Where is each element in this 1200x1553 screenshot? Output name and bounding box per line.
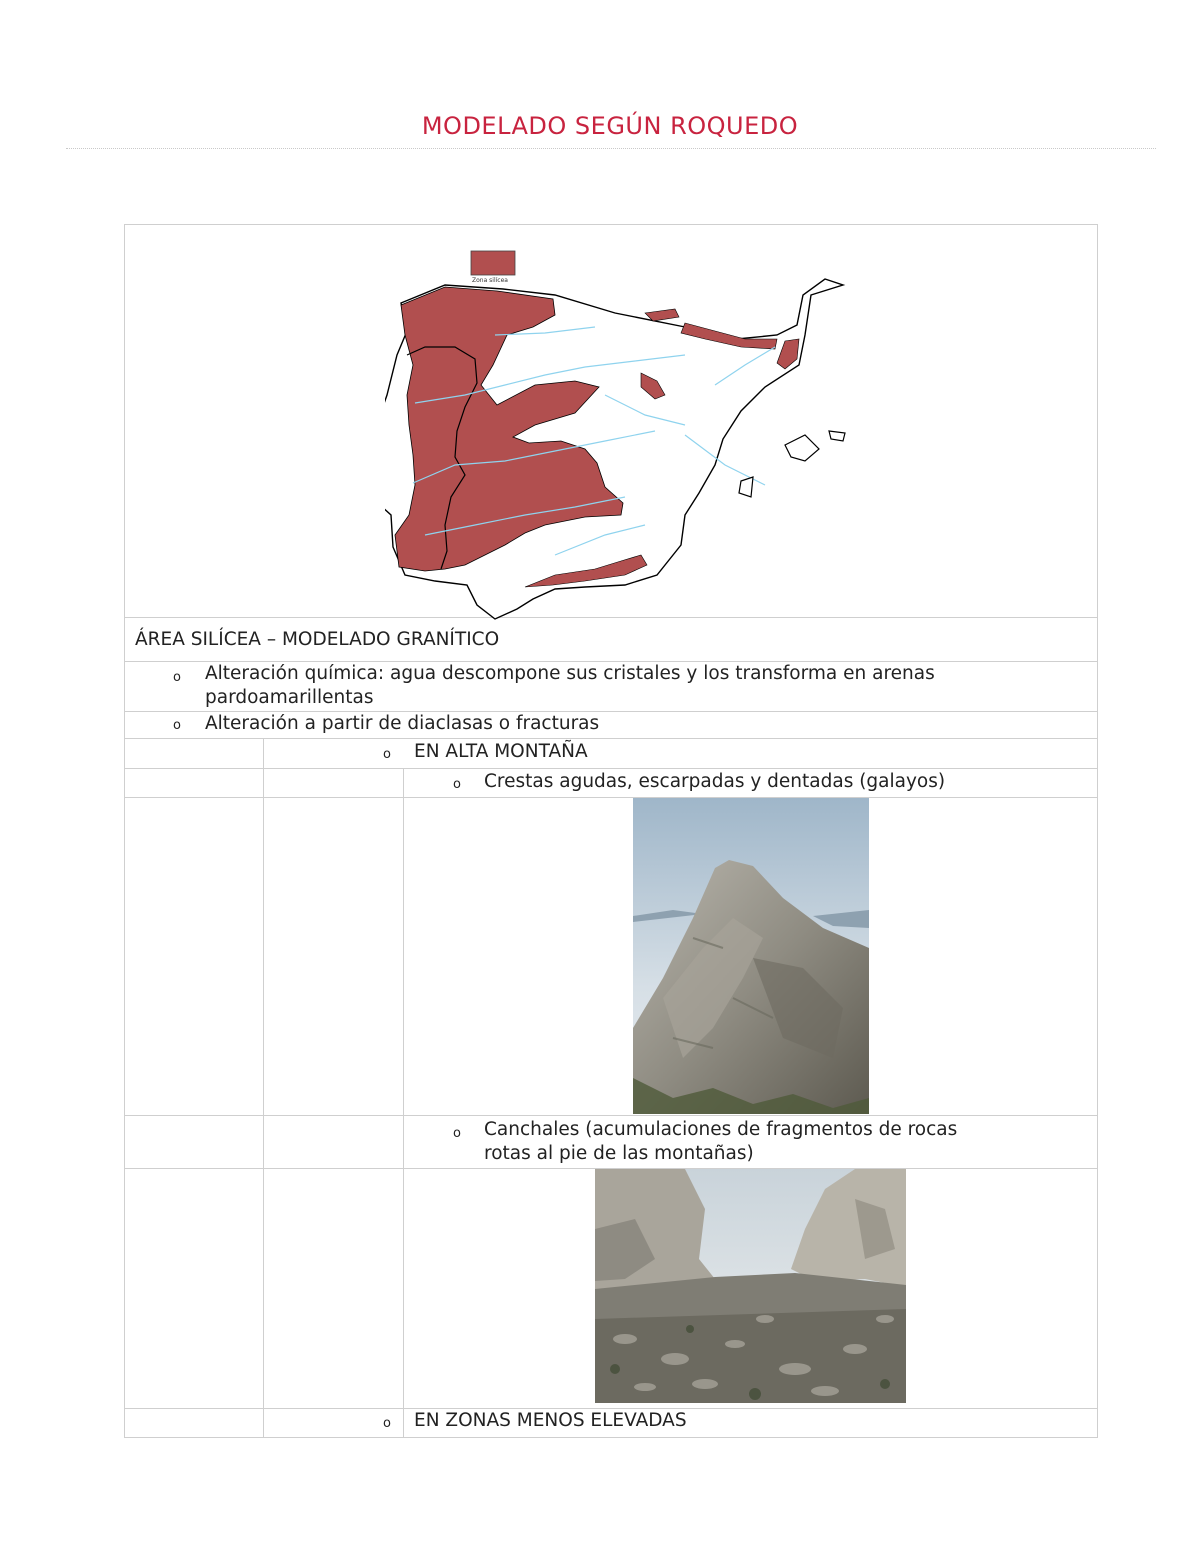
page-title: MODELADO SEGÚN ROQUEDO <box>421 112 799 140</box>
item-row <box>125 1116 1097 1169</box>
content-table <box>124 224 1098 1438</box>
subheading-row <box>125 739 1097 769</box>
bullet-marker: o <box>173 670 181 685</box>
subheading-row <box>125 1409 1097 1437</box>
subheading-alta-montana: EN ALTA MONTAÑA <box>414 741 588 762</box>
mountain-crest-photo <box>633 798 869 1114</box>
iberia-siliceous-map <box>385 235 855 620</box>
legend-label: Zona silícea <box>472 277 508 284</box>
section-heading: ÁREA SILÍCEA – MODELADO GRANÍTICO <box>135 629 500 650</box>
map-row <box>125 225 1097 618</box>
legend-swatch <box>471 251 515 275</box>
scree-slope-photo <box>595 1169 906 1403</box>
photo-row <box>125 1169 1097 1409</box>
bullet-marker: o <box>173 718 181 733</box>
item-row <box>125 662 1097 712</box>
item-text: Crestas agudas, escarpadas y dentadas (galayos) <box>484 771 946 792</box>
balearic-islands <box>739 431 845 497</box>
item-text: rotas al pie de las montañas) <box>484 1143 754 1164</box>
bullet-marker: o <box>383 1416 391 1431</box>
item-text: pardoamarillentas <box>205 687 374 708</box>
siliceous-zone-north <box>645 309 679 321</box>
bullet-marker: o <box>383 747 391 762</box>
title-divider <box>66 148 1156 149</box>
item-text: Alteración a partir de diaclasas o fracturas <box>205 713 600 734</box>
bullet-marker: o <box>453 777 461 792</box>
bullet-marker: o <box>453 1126 461 1141</box>
subheading-zonas-menos-elevadas: EN ZONAS MENOS ELEVADAS <box>414 1410 687 1431</box>
section-heading-row <box>125 618 1097 662</box>
item-text: Canchales (acumulaciones de fragmentos de rocas <box>484 1119 958 1140</box>
item-text: Alteración química: agua descompone sus cristales y los transforma en arenas <box>205 663 935 684</box>
photo-row <box>125 798 1097 1116</box>
item-row <box>125 712 1097 739</box>
item-row <box>125 769 1097 798</box>
